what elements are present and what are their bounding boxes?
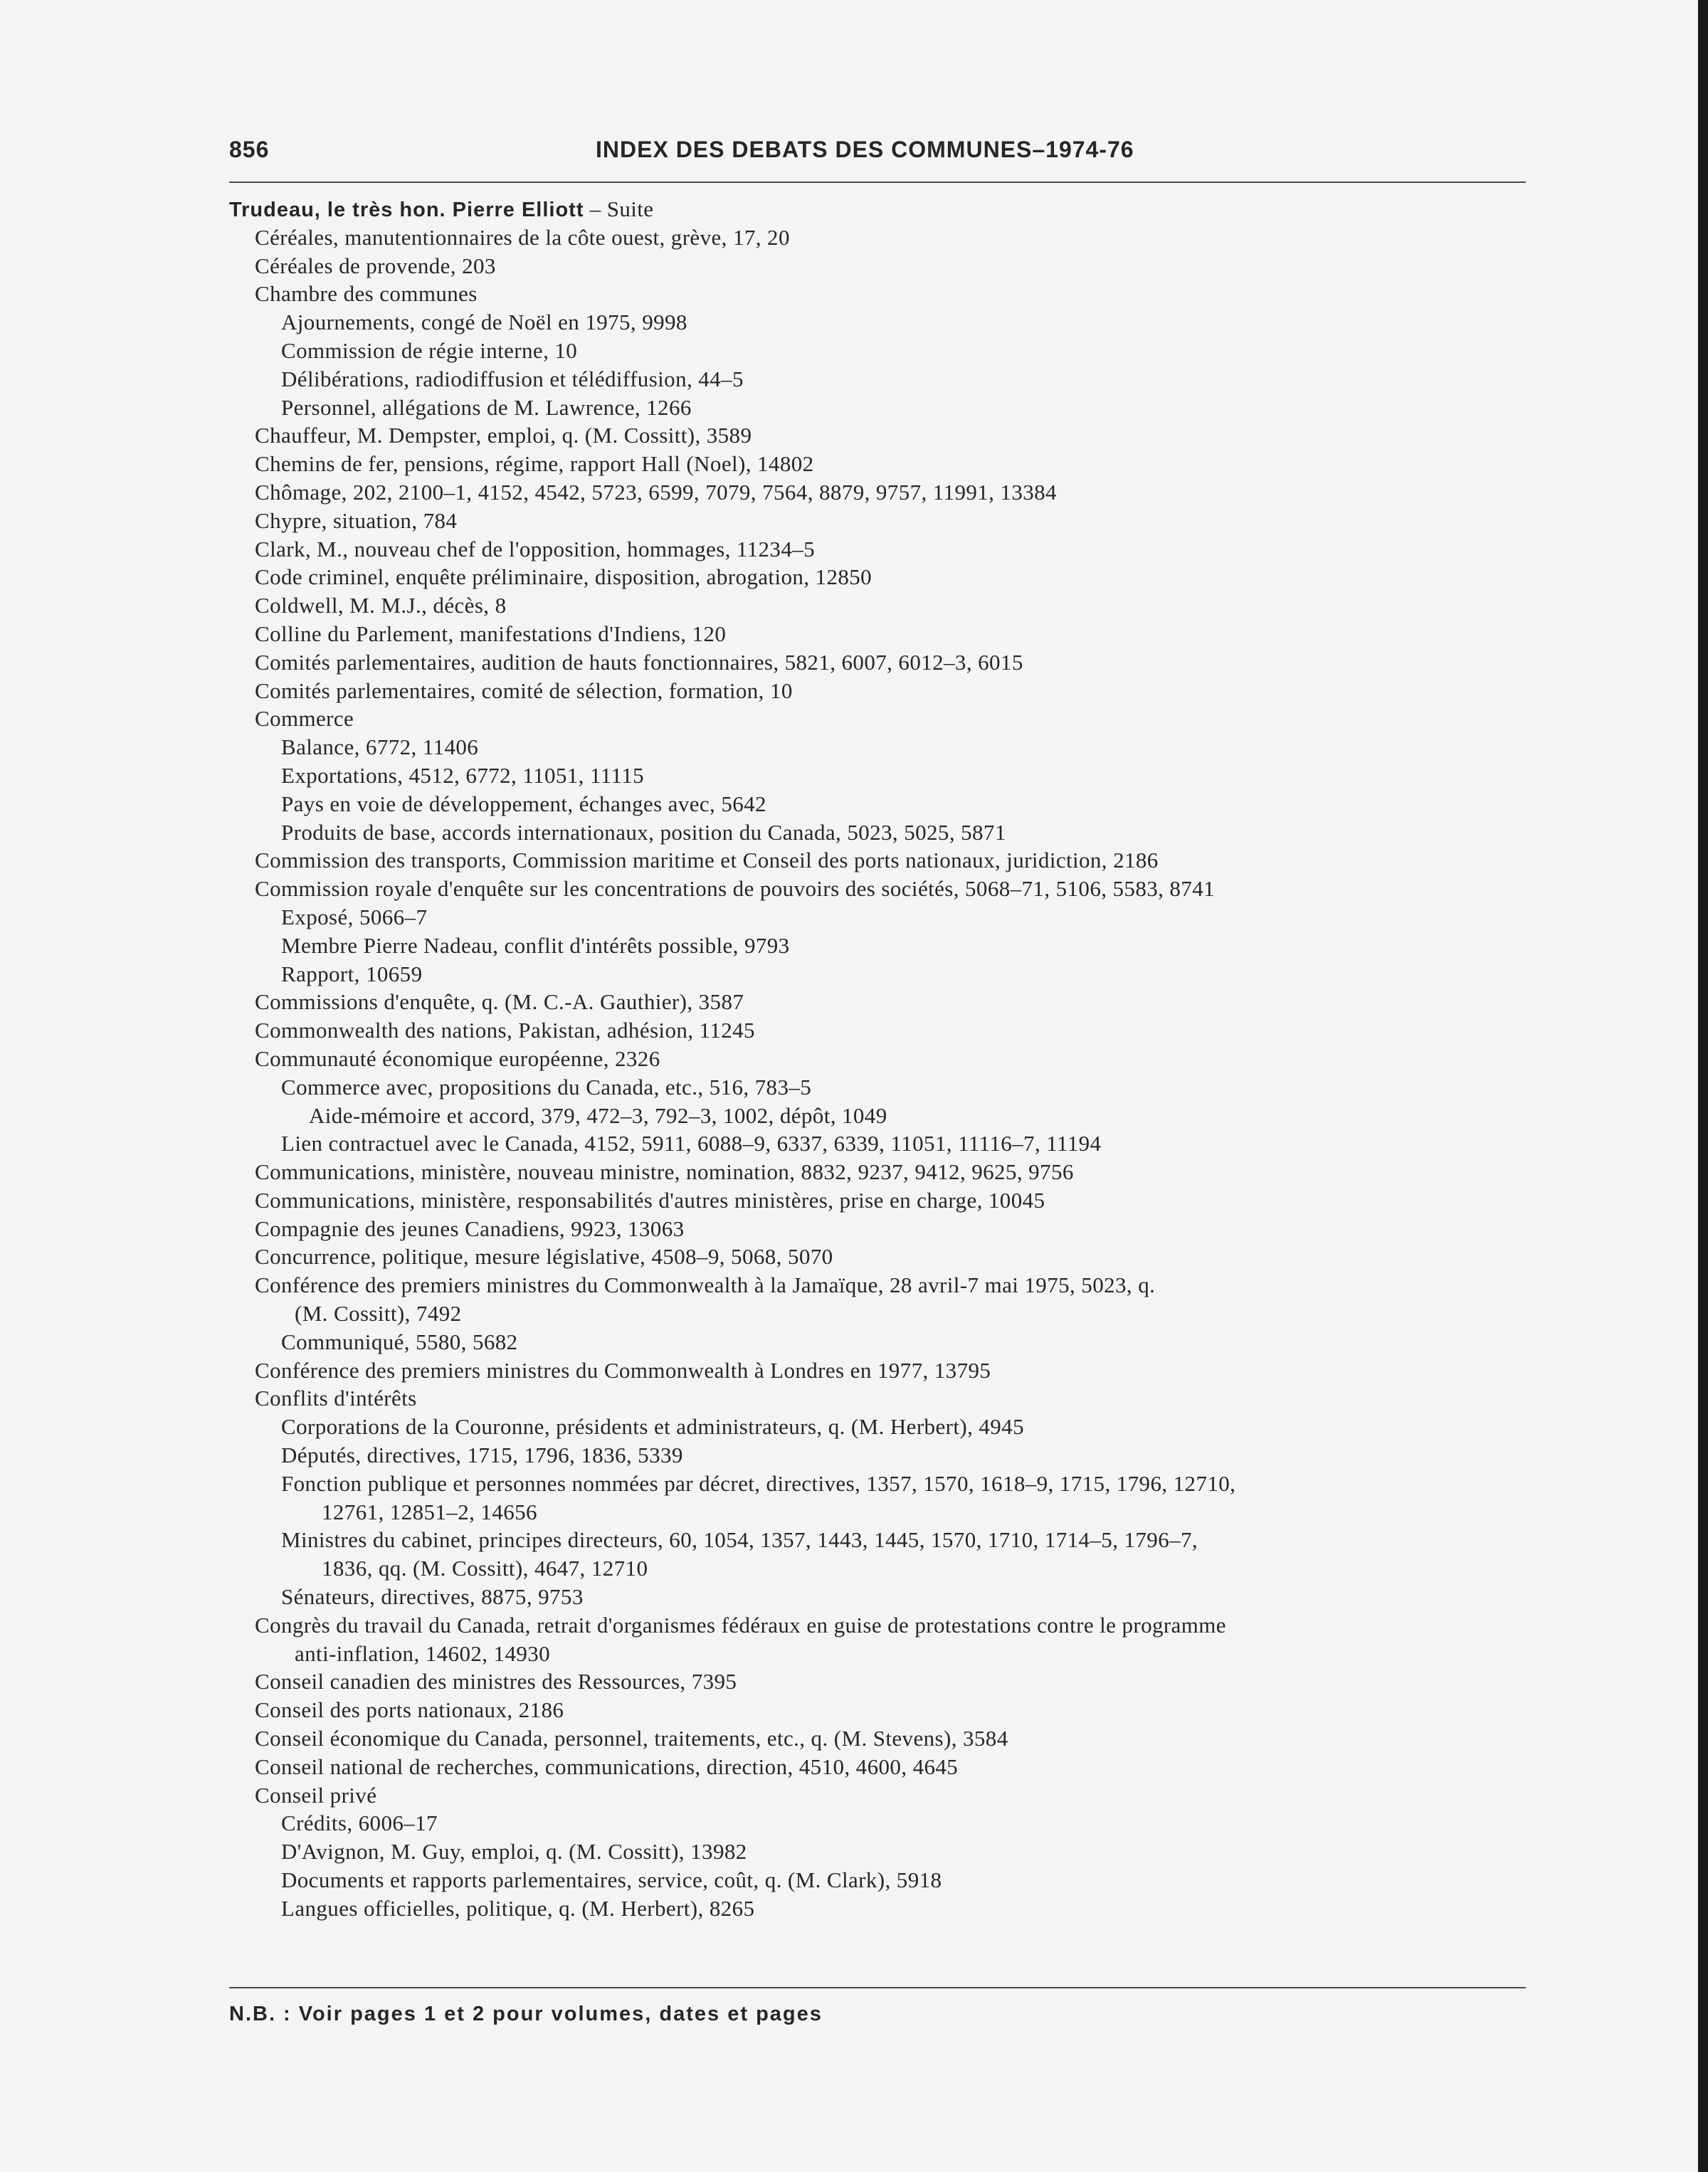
index-line: Chemins de fer, pensions, régime, rapport Hall (Noel), 14802 [255, 451, 814, 477]
index-line: Communications, ministère, nouveau ministre, nomination, 8832, 9237, 9412, 9625, 9756 [255, 1159, 1074, 1185]
index-subline: D'Avignon, M. Guy, emploi, q. (M. Cossitt), 13982 [281, 1839, 747, 1865]
page-number: 856 [229, 137, 270, 162]
index-subline: Sénateurs, directives, 8875, 9753 [281, 1584, 584, 1610]
index-line: Conférence des premiers ministres du Commonwealth à la Jamaïque, 28 avril-7 mai 1975, 5023, q. [255, 1272, 1156, 1298]
index-line: Congrès du travail du Canada, retrait d'organismes fédéraux en guise de protestations contre le programme [255, 1612, 1226, 1638]
index-subline: Députés, directives, 1715, 1796, 1836, 5339 [281, 1443, 683, 1468]
index-continuation: (M. Cossitt), 7492 [295, 1301, 462, 1327]
index-line: Clark, M., nouveau chef de l'opposition, hommages, 11234–5 [255, 536, 816, 562]
index-line: Chypre, situation, 784 [255, 507, 458, 533]
index-subline: Pays en voie de développement, échanges avec, 5642 [281, 791, 766, 816]
index-line: Chambre des communes [255, 281, 478, 307]
index-line: Comités parlementaires, audition de hauts fonctionnaires, 5821, 6007, 6012–3, 6015 [255, 649, 1023, 675]
index-line: Communications, ministère, responsabilités d'autres ministères, prise en charge, 10045 [255, 1187, 1045, 1213]
main-entry-suite: – Suite [584, 196, 654, 221]
footer-note: N.B. : Voir pages 1 et 2 pour volumes, dates et pages [229, 2003, 823, 2025]
index-line: Céréales de provende, 203 [255, 253, 496, 278]
index-line: Commerce [255, 706, 354, 732]
running-title: INDEX DES DEBATS DES COMMUNES–1974-76 [596, 137, 1134, 162]
index-subline: Rapport, 10659 [281, 961, 423, 986]
index-line: Conseil privé [255, 1782, 377, 1808]
footer-rule [229, 1987, 1526, 1988]
page-header [229, 137, 1526, 176]
index-line: Colline du Parlement, manifestations d'Indiens, 120 [255, 621, 727, 646]
index-subline: Documents et rapports parlementaires, service, coût, q. (M. Clark), 5918 [281, 1867, 942, 1893]
index-line: Coldwell, M. M.J., décès, 8 [255, 593, 507, 618]
index-line: Conseil des ports nationaux, 2186 [255, 1697, 564, 1723]
index-line: Compagnie des jeunes Canadiens, 9923, 13063 [255, 1216, 685, 1241]
index-subline: Membre Pierre Nadeau, conflit d'intérêts possible, 9793 [281, 932, 790, 958]
index-subline: Exposé, 5066–7 [281, 904, 428, 929]
index-line: Commission royale d'enquête sur les concentrations de pouvoirs des sociétés, 5068–71, 5106, 5583, 8741 [255, 876, 1216, 902]
index-subline: Produits de base, accords internationaux, position du Canada, 5023, 5025, 5871 [281, 819, 1006, 845]
index-continuation: anti-inflation, 14602, 14930 [295, 1640, 551, 1666]
index-subsubline: Aide-mémoire et accord, 379, 472–3, 792–3, 1002, dépôt, 1049 [309, 1102, 887, 1128]
index-line: Céréales, manutentionnaires de la côte ouest, grève, 17, 20 [255, 224, 790, 250]
index-subline: Corporations de la Couronne, présidents et administrateurs, q. (M. Herbert), 4945 [281, 1414, 1024, 1440]
index-continuation: 1836, qq. (M. Cossitt), 4647, 12710 [322, 1556, 648, 1581]
index-subline: Exportations, 4512, 6772, 11051, 11115 [281, 762, 645, 788]
scan-border [1698, 0, 1708, 2172]
index-line: Code criminel, enquête préliminaire, disposition, abrogation, 12850 [255, 564, 873, 590]
index-subline: Langues officielles, politique, q. (M. Herbert), 8265 [281, 1895, 755, 1921]
index-line: Commission des transports, Commission maritime et Conseil des ports nationaux, juridiction, 2186 [255, 848, 1159, 873]
header-rule [229, 181, 1526, 183]
index-line: Conseil national de recherches, communications, direction, 4510, 4600, 4645 [255, 1754, 959, 1779]
index-subline: Personnel, allégations de M. Lawrence, 1266 [281, 394, 692, 420]
index-line: Chauffeur, M. Dempster, emploi, q. (M. Cossitt), 3589 [255, 423, 752, 448]
index-subline: Communiqué, 5580, 5682 [281, 1329, 518, 1354]
index-line: Commissions d'enquête, q. (M. C.-A. Gauthier), 3587 [255, 989, 744, 1015]
index-subline: Fonction publique et personnes nommées par décret, directives, 1357, 1570, 1618–9, 1715, 1796, 12710, [281, 1470, 1236, 1496]
index-subline: Ajournements, congé de Noël en 1975, 9998 [281, 310, 687, 335]
index-line: Conflits d'intérêts [255, 1386, 417, 1411]
main-entry-heading [229, 195, 1532, 223]
index-entries [229, 195, 1532, 1923]
main-entry-name: Trudeau, le très hon. Pierre Elliott [229, 199, 584, 221]
index-line: Communauté économique européenne, 2326 [255, 1045, 660, 1071]
index-line: Concurrence, politique, mesure législative, 4508–9, 5068, 5070 [255, 1244, 833, 1270]
index-line: Commonwealth des nations, Pakistan, adhésion, 11245 [255, 1018, 755, 1043]
index-continuation: 12761, 12851–2, 14656 [322, 1499, 537, 1524]
index-subline: Ministres du cabinet, principes directeurs, 60, 1054, 1357, 1443, 1445, 1570, 1710, 1714–5, 1796–7, [281, 1527, 1198, 1553]
index-line: Conférence des premiers ministres du Commonwealth à Londres en 1977, 13795 [255, 1357, 991, 1383]
index-subline: Balance, 6772, 11406 [281, 734, 479, 760]
index-line: Conseil économique du Canada, personnel, traitements, etc., q. (M. Stevens), 3584 [255, 1726, 1008, 1751]
index-subline: Délibérations, radiodiffusion et télédiffusion, 44–5 [281, 366, 744, 391]
index-subline: Commerce avec, propositions du Canada, etc., 516, 783–5 [281, 1074, 812, 1100]
index-line: Chômage, 202, 2100–1, 4152, 4542, 5723, 6599, 7079, 7564, 8879, 9757, 11991, 13384 [255, 479, 1057, 505]
index-subline: Crédits, 6006–17 [281, 1810, 438, 1836]
index-subline: Commission de régie interne, 10 [281, 337, 578, 363]
index-line: Conseil canadien des ministres des Ressources, 7395 [255, 1669, 737, 1694]
index-line: Comités parlementaires, comité de sélection, formation, 10 [255, 678, 793, 703]
index-subline: Lien contractuel avec le Canada, 4152, 5911, 6088–9, 6337, 6339, 11051, 11116–7, 11194 [281, 1131, 1102, 1156]
